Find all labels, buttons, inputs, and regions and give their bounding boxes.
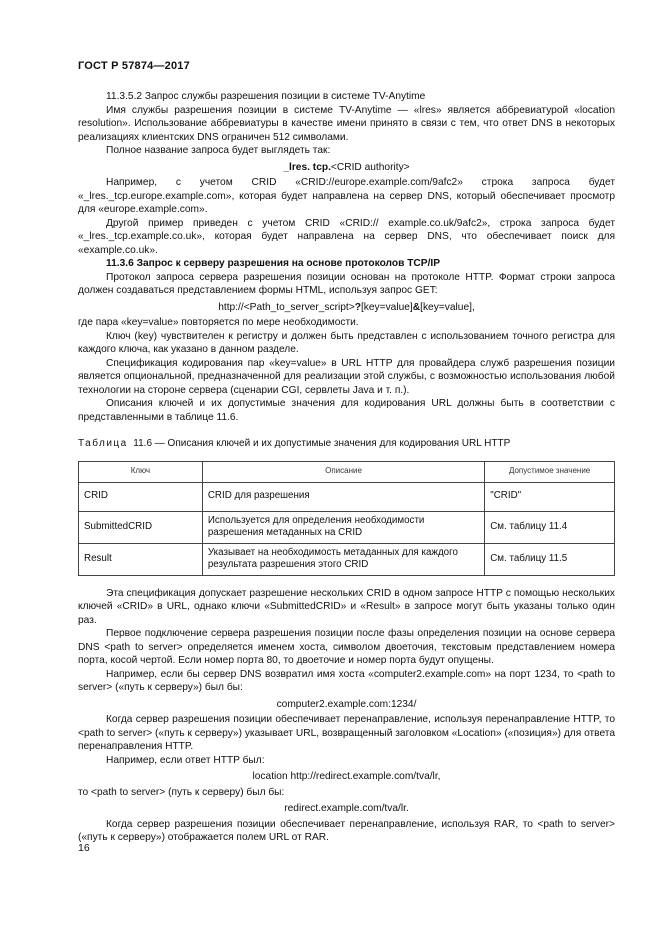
formula-question: ? [354,301,361,313]
table-cell: SubmittedCRID [79,511,203,543]
formula-location: location http://redirect.example.com/tva/lr, [252,771,441,782]
table-header-row [79,461,615,482]
column-header-allowed-value: Допустимое значение [485,461,615,482]
paragraph: Первое подключение сервера разрешения позиции после фазы определения позиции на основе сервера DNS <path to server> определяется именем хоста, символом двоеточия, текстовым представлением номера порта, косой чертой. Если номер порта 80, то двоеточие и номер порта будут опущены. [78,628,615,666]
section-11-3-6-title: 11.3.6 Запрос к серверу разрешения на основе протоколов TCP/IP [106,258,441,269]
column-header-key: Ключ [79,461,203,482]
table-cell: Указывает на необходимость метаданных для каждого результата разрешения этого CRID [202,543,484,575]
table-row [79,482,615,511]
formula-redirect: redirect.example.com/tva/lr. [284,803,409,814]
table-row [79,511,615,543]
paragraph: Описания ключей и их допустимые значения для кодирования URL должны быть в соответствии с представленными в таблице 11.6. [78,398,615,423]
section-11-3-5-2-title: 11.3.5.2 Запрос службы разрешения позиции в системе TV-Anytime [106,91,426,102]
paragraph: Имя службы разрешения позиции в системе TV-Anytime — «lres» является аббревиатурой «location resolution». Использование аббревиатуры в качестве имени принято в связи с тем, что ответ DNS в некоторых реализациях клиентских DNS ограничен 512 символами. [78,104,615,143]
paragraph: Когда сервер разрешения позиции обеспечивает перенаправление, используя RAR, то <path to server> («путь к серверу») отображается полем URL от RAR. [78,818,615,843]
formula-amp: & [412,301,421,313]
paragraph: Эта спецификация допускает разрешение нескольких CRID в одном запросе HTTP с помощью нескольких ключей «CRID» в URL, однако ключи «SubmittedCRID» и «Result» в запросе могут быть указаны только один раз. [78,587,615,626]
table-cell: Используется для определения необходимости разрешения метаданных на CRID [202,511,484,543]
table-cell: См. таблицу 11.4 [485,511,615,543]
paragraph: Полное название запроса будет выглядеть так: [106,145,331,156]
document-header: ГОСТ Р 57874—2017 [78,60,190,72]
keys-table [78,461,615,576]
formula-computer2: computer2.example.com:1234/ [276,698,417,710]
table-cell: Result [79,543,203,575]
spacer [78,576,615,587]
paragraph: Другой пример приведен с учетом CRID «CRID:// example.co.uk/9afc2», строка запроса будет «_lres._tcp.example.co.uk», которая будет направлена на сервер DNS, что обеспечивает поиск для «example.co.uk». [78,217,615,256]
formula-lres [78,161,615,175]
table-cell: CRID для разрешения [202,482,484,511]
table-cell: "CRID" [485,482,615,511]
table-caption-text: 11.6 — Описания ключей и их допустимые значения для кодирования URL HTTP [133,438,511,449]
formula-get-request [78,301,615,315]
formula-path: http://<Path_to_server_script> [218,301,355,313]
table-cell: См. таблицу 11.5 [485,543,615,575]
formula-bold-part: _lres. tcp. [283,161,331,173]
table-caption-label: Таблица [78,438,128,449]
paragraph: Когда сервер разрешения позиции обеспечивает перенаправление, используя перенаправление HTTP, то <path to server> («путь к серверу») указывает URL, возвращенный заголовком «Location» («позиция») для ответа перенаправления HTTP. [78,714,616,752]
paragraph: Например, если бы сервер DNS возвратил имя хоста «computer2.example.com» на порт 1234, то <path to server> («путь к серверу») был бы: [78,668,615,693]
table-caption [78,437,615,451]
paragraph: Ключ (key) чувствителен к регистру и должен быть представлен с использованием точного регистра для каждого ключа, как указано в данном разделе. [78,330,615,355]
column-header-description: Описание [202,461,484,482]
paragraph: Например, с учетом CRID «CRID://europe.example.com/9afc2» строка запроса будет «_lres._tcp.europe.example.com», которая будет направлена на сервер DNS, который обеспечивает просмотр для «europe.example.com». [78,177,615,215]
paragraph: где пара «key=value» повторяется по мере необходимости. [78,317,359,328]
page-body [78,90,615,845]
formula-rest-part: <CRID authority> [330,161,410,173]
formula-kv1: [key=value] [360,301,413,313]
table-row [79,543,615,575]
paragraph: Протокол запроса сервера разрешения позиции основан на протоколе HTTP. Формат строки запроса должен создаваться представлением формы HTML, используя запрос GET: [78,271,615,296]
paragraph: Например, если ответ HTTP был: [106,754,265,766]
paragraph: то <path to server> (путь к серверу) был бы: [78,786,285,798]
table-cell: CRID [79,482,203,511]
page-number: 16 [78,842,90,854]
formula-kv2: [key=value], [420,301,475,313]
paragraph: Спецификация кодирования пар «key=value» в URL HTTP для провайдера служб разрешения позиции является опциональной, предназначенной для реализации этой службы, с возможностью использования любой технологии на стороне сервера (сценарии CGI, сервлеты Java и т. п.). [78,357,615,396]
